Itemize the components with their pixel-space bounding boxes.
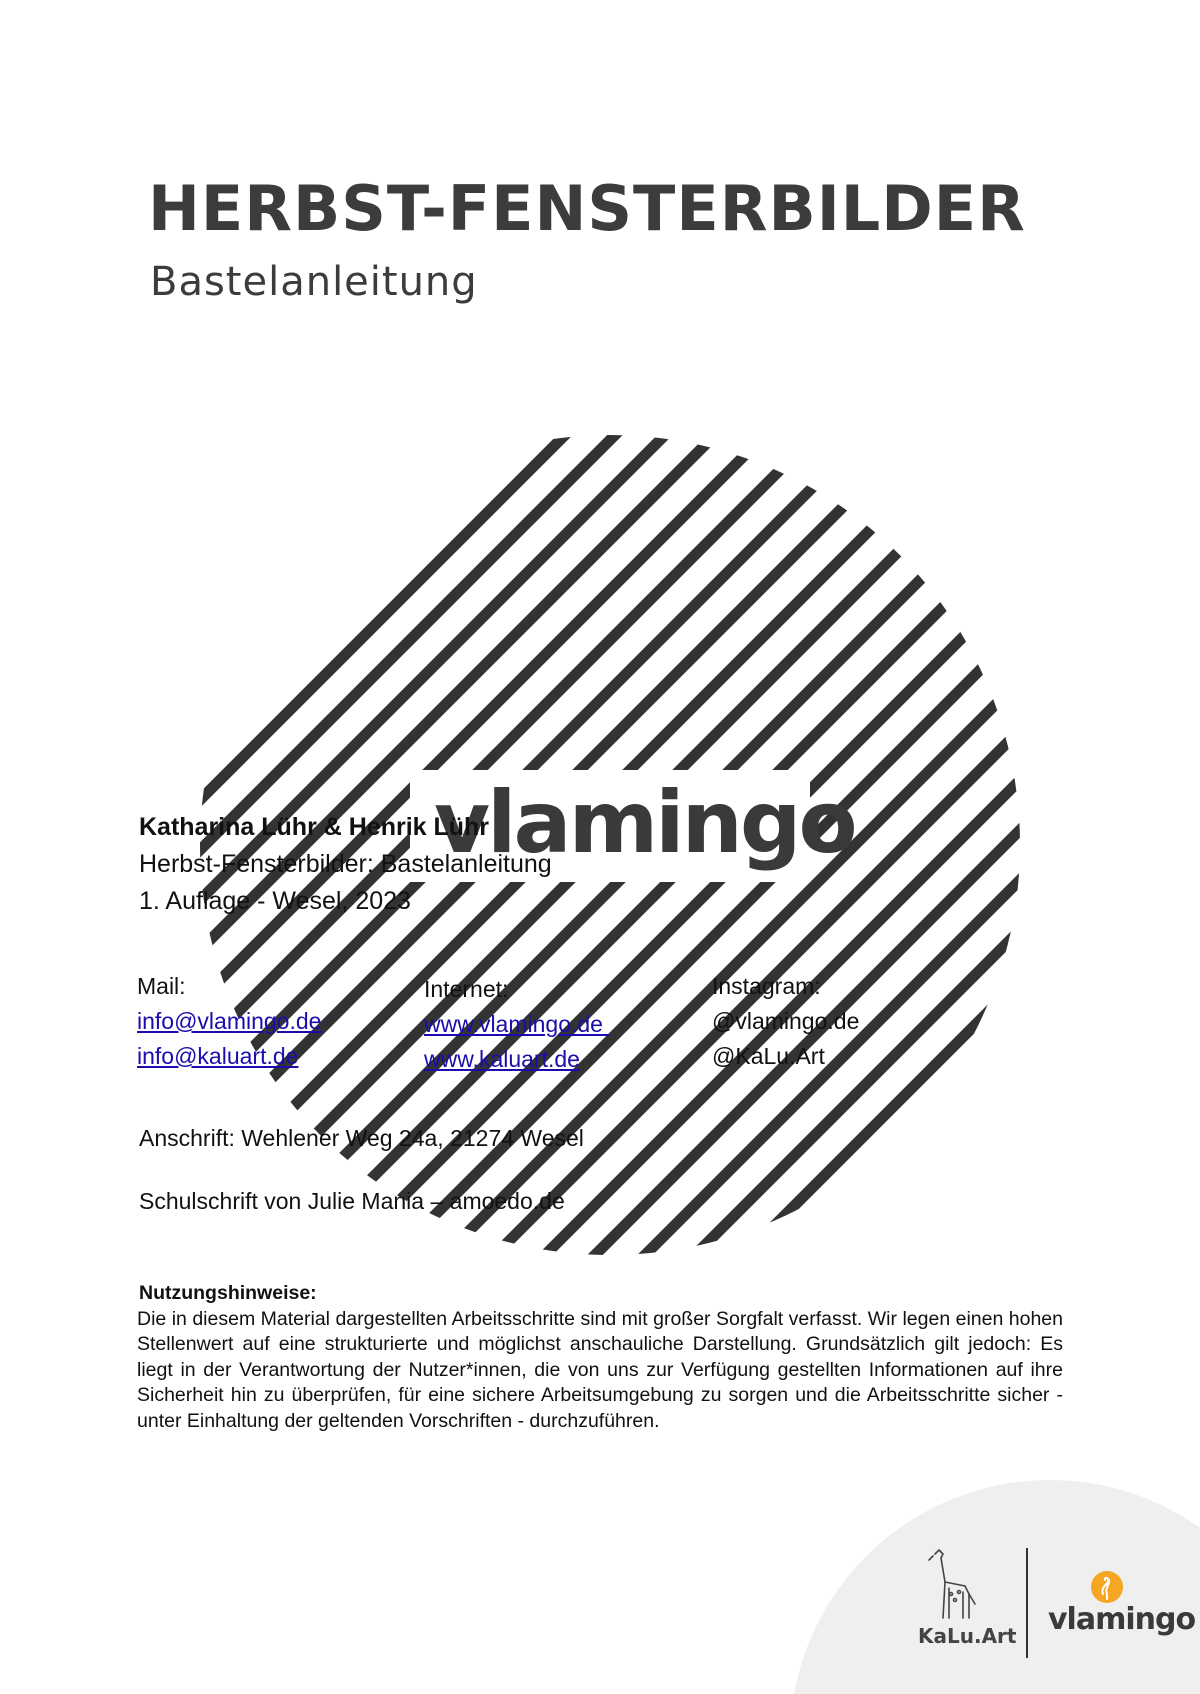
logo-stripe	[450, 0, 1200, 1300]
credits-work: Herbst-Fensterbilder: Bastelanleitung	[139, 850, 552, 878]
contact-mail-label: Mail:	[137, 973, 186, 999]
contact-instagram-label: Instagram:	[712, 973, 821, 999]
logo-wordmark: vlamingo	[434, 773, 855, 873]
usage-notes-title: Nutzungshinweise:	[139, 1282, 317, 1304]
contact-mail	[137, 969, 321, 1074]
mail-link-vlamingo[interactable]: info@vlamingo.de	[137, 1008, 322, 1034]
credits-authors: Katharina Lühr & Henrik Lühr	[139, 813, 490, 841]
contact-internet-label: Internet:	[424, 976, 509, 1002]
kaluart-brand-label: KaLu.Art	[918, 1624, 1017, 1648]
logo-stripe	[150, 0, 1200, 1300]
postal-address: Anschrift: Wehlener Weg 24a, 21274 Wesel	[139, 1125, 584, 1151]
logo-stripe	[750, 0, 1200, 1300]
document-subtitle: Bastelanleitung	[150, 259, 478, 305]
giraffe-icon	[925, 1548, 981, 1620]
flamingo-icon	[1090, 1570, 1124, 1604]
credits-block	[139, 809, 552, 920]
logo-stripe	[350, 0, 1200, 1300]
font-credit: Schulschrift von Julie Mania – amoedo.de	[139, 1188, 565, 1214]
logo-stripe	[800, 0, 1200, 1300]
vlamingo-brand-label: vlamingo	[1048, 1602, 1196, 1637]
logo-stripe	[50, 0, 1200, 1300]
instagram-handle-kaluart: @KaLu.Art	[712, 1043, 825, 1069]
mail-link-kaluart[interactable]: info@kaluart.de	[137, 1043, 299, 1069]
web-link-kaluart[interactable]: www.kaluart.de	[424, 1046, 580, 1072]
contact-internet	[424, 972, 609, 1077]
logo-stripe	[650, 0, 1200, 1300]
web-link-vlamingo[interactable]: www.vlamingo.de	[424, 1011, 610, 1037]
usage-notes	[137, 1281, 1063, 1434]
document-title: HERBST-FENSTERBILDER	[148, 172, 1026, 245]
footer-divider	[1026, 1548, 1028, 1658]
contact-instagram	[712, 969, 859, 1074]
instagram-handle-vlamingo: @vlamingo.de	[712, 1008, 860, 1034]
usage-notes-body: Die in diesem Material dargestellten Arbeitsschritte sind mit großer Sorgfalt verfasst. Wir legen einen hohen Stellenwert auf eine strukturierte und möglichst anschauliche Darstellung. Grundsätzlich gilt jedoch: Es liegt in der Verantwortung der Nutzer*innen, die von uns zur Verfügung gestellten Informationen auf ihre Sicherheit hin zu überprüfen, für eine sichere Arbeitsumgebung zu sorgen und die Arbeitsschritte sicher - unter Einhaltung der geltenden Vorschriften - durchzuführen.	[137, 1307, 1063, 1432]
credits-edition: 1. Auflage - Wesel, 2023	[139, 887, 411, 915]
